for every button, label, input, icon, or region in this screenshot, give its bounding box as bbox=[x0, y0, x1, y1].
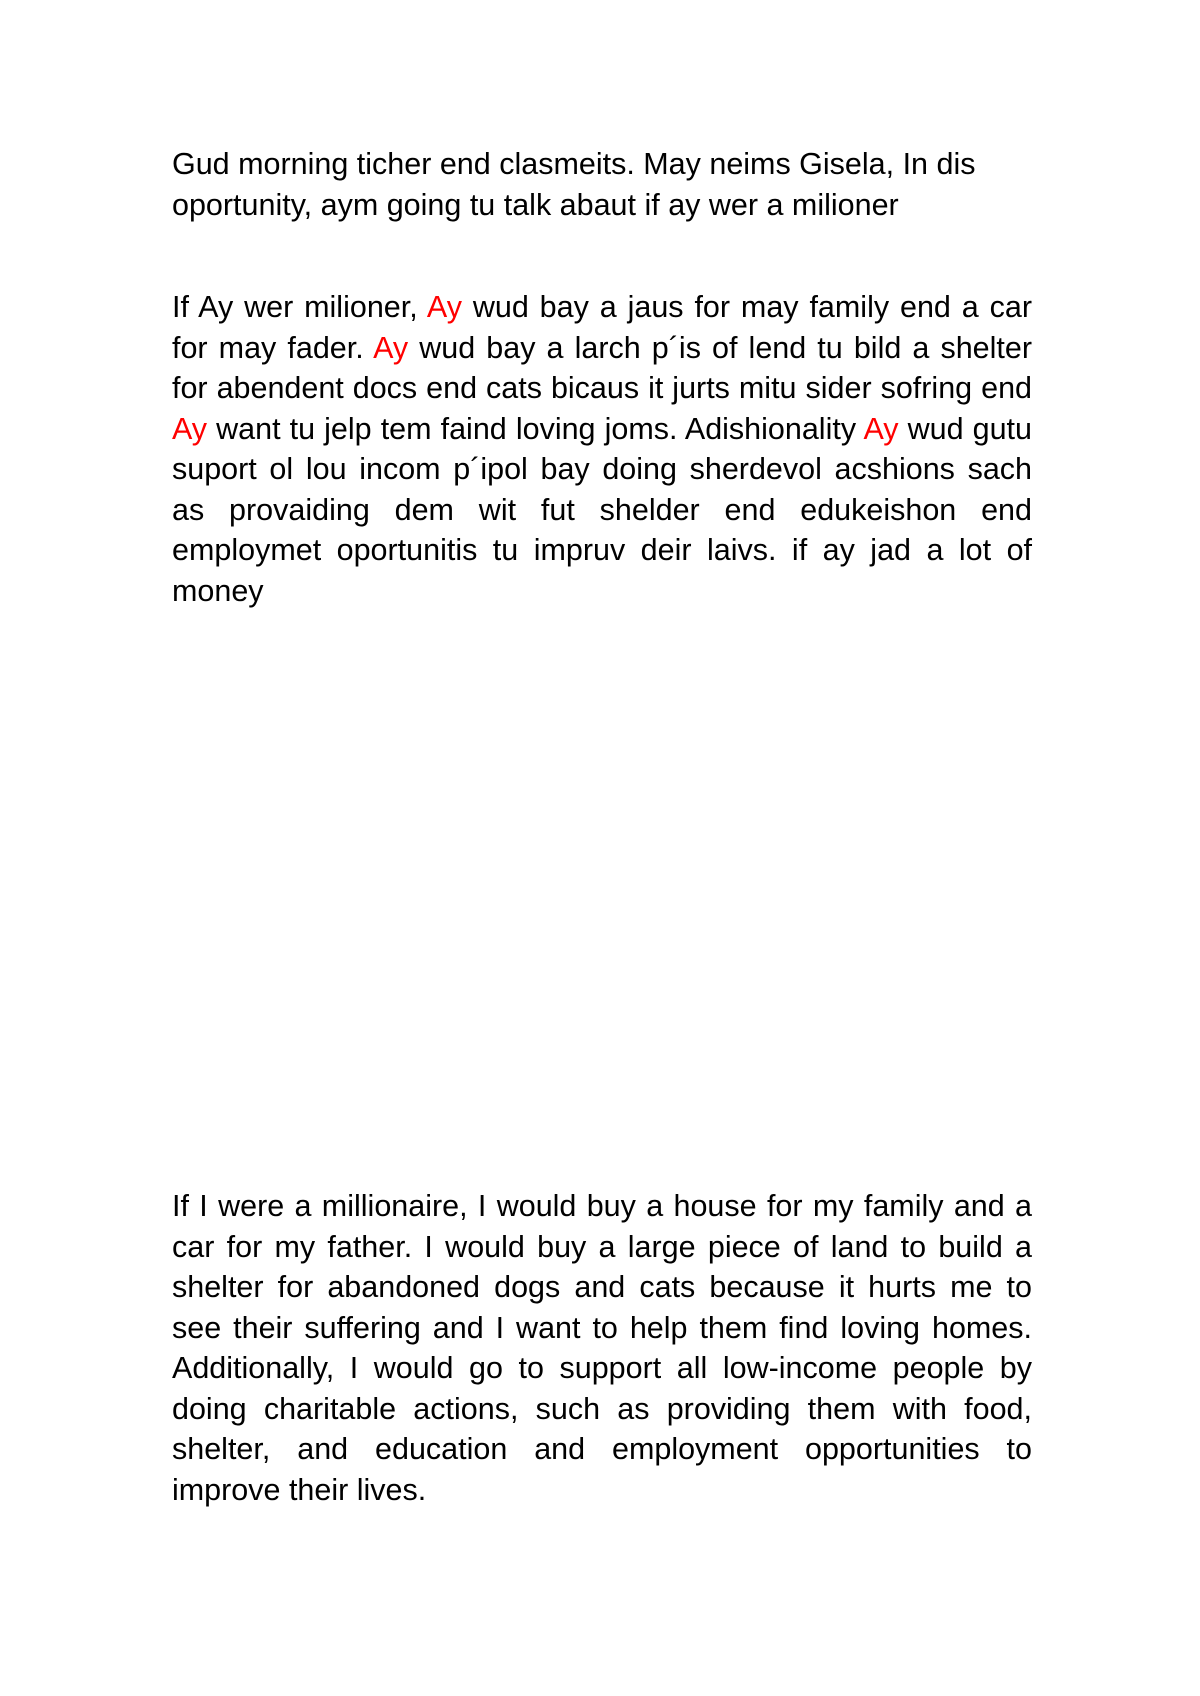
phonetic-text: wud gutu suport ol lou incom p´ipol bay doing sherdevol acshions sach as provaiding dem wit fut shelder end edukeishon end employmet oportunitis tu impruv deir laivs. if ay jad a lot of money bbox=[172, 411, 1032, 608]
translation-paragraph: If I were a millionaire, I would buy a house for my family and a car for my father. I would buy a large piece of land to build a shelter for abandoned dogs and cats because it hurts me to see their suffering and I want to help them find loving homes. Additionally, I would go to support all low-income people by doing charitable actions, such as providing them with food, shelter, and education and employment opportunities to improve their lives. bbox=[172, 1189, 1032, 1507]
highlighted-word: Ay bbox=[373, 330, 409, 365]
phonetic-text: wud bay a jaus for may family end a car for may fader. bbox=[172, 290, 1032, 365]
highlighted-word: Ay bbox=[863, 411, 899, 446]
intro-paragraph: Gud morning ticher end clasmeits. May neims Gisela, In dis oportunity, aym going tu talk abaut if ay wer a milioner bbox=[172, 147, 976, 222]
highlighted-word: Ay bbox=[172, 411, 208, 446]
phonetic-paragraph bbox=[172, 287, 1032, 611]
highlighted-word: Ay bbox=[426, 290, 462, 324]
phonetic-text: want tu jelp tem faind loving joms. Adishionality bbox=[207, 411, 864, 446]
phonetic-text: wud bay a larch p´is of lend tu bild a shelter for abendent docs end cats bicaus it jurts mitu sider sofring end bbox=[172, 330, 1032, 405]
phonetic-text: If Ay wer milioner, bbox=[172, 290, 427, 324]
